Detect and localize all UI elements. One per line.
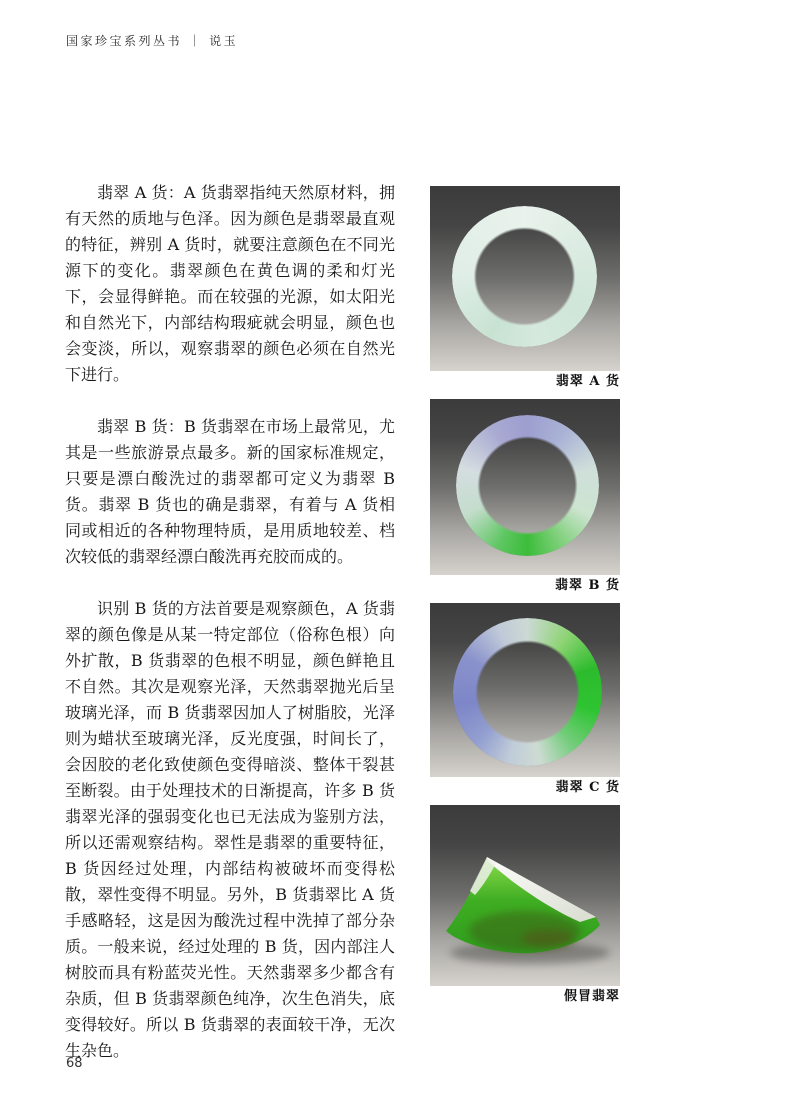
figure-fake-jade (430, 805, 620, 1005)
figure-caption: 翡翠 A 货 (555, 374, 620, 389)
fake-jade-wedge-image (430, 805, 620, 986)
paragraph-jade-b: 翡翠 B 货：B 货翡翠在市场上最常见，尤其是一些旅游景点最多。新的国家标准规定，只要是漂白酸洗过的翡翠都可定义为翡翠 B 货。翡翠 B 货也的确是翡翠，有着与 A 货相同或相近的各种物理特质，是用质地较差、档次较低的翡翠经漂白酸洗再充胶而成的。 (65, 417, 395, 566)
jade-bangle-b-image (456, 415, 599, 556)
photo-jade-b-bangle (430, 399, 620, 575)
paragraph-identify-b: 识别 B 货的方法首要是观察颜色，A 货翡翠的颜色像是从某一特定部位（俗称色根）向外扩散，B 货翡翠的色根不明显，颜色鲜艳且不自然。其次是观察光泽，天然翡翠抛光后呈玻璃光泽，而 B 货翡翠因加人了树脂胶，光泽则为蜡状至玻璃光泽，反光度强，时间长了，会因胶的老化致使颜色变得暗淡、整体干裂甚至断裂。由于处理技术的日渐提高，许多 B 货翡翠光泽的强弱变化也已无法成为鉴别方法，所以还需观察结构。翠性是翡翠的重要特征，B 货因经过处理，内部结构被破坏而变得松散，翠性变得不明显。另外，B 货翡翠比 A 货手感略轻，这是因为酸洗过程中洗掉了部分杂质。一般来说，经过处理的 B 货，因内部注人树胶而具有粉蓝荧光性。天然翡翠多少都含有杂质，但 B 货翡翠颜色纯净，次生色消失，底变得较好。所以 B 货翡翠的表面较干净，无次生杂色。 (65, 599, 395, 1060)
page-number: 68 (66, 1056, 83, 1071)
book-header: 国家珍宝系列丛书 ｜ 说玉 (66, 34, 239, 48)
figure-caption: 翡翠 B 货 (554, 578, 620, 593)
photo-jade-c-bangle (430, 603, 620, 777)
jade-bangle-a-image (452, 206, 597, 347)
article-text-column (65, 180, 395, 1090)
figure-caption: 翡翠 C 货 (555, 780, 620, 795)
figure-jade-c (430, 603, 620, 796)
jade-bangle-c-image (453, 618, 602, 766)
figure-caption: 假冒翡翠 (563, 989, 620, 1004)
photo-fake-jade (430, 805, 620, 986)
figure-jade-b (430, 399, 620, 594)
figures-column (430, 186, 620, 1014)
paragraph-jade-a: 翡翠 A 货：A 货翡翠指纯天然原材料，拥有天然的质地与色泽。因为颜色是翡翠最直观的特征，辨别 A 货时，就要注意颜色在不同光源下的变化。翡翠颜色在黄色调的柔和灯光下，会显得鲜艳。而在较强的光源，如太阳光和自然光下，内部结构瑕疵就会明显，颜色也会变淡，所以，观察翡翠的颜色必须在自然光下进行。 (65, 183, 395, 384)
figure-jade-a (430, 186, 620, 390)
photo-jade-a-bangle (430, 186, 620, 371)
